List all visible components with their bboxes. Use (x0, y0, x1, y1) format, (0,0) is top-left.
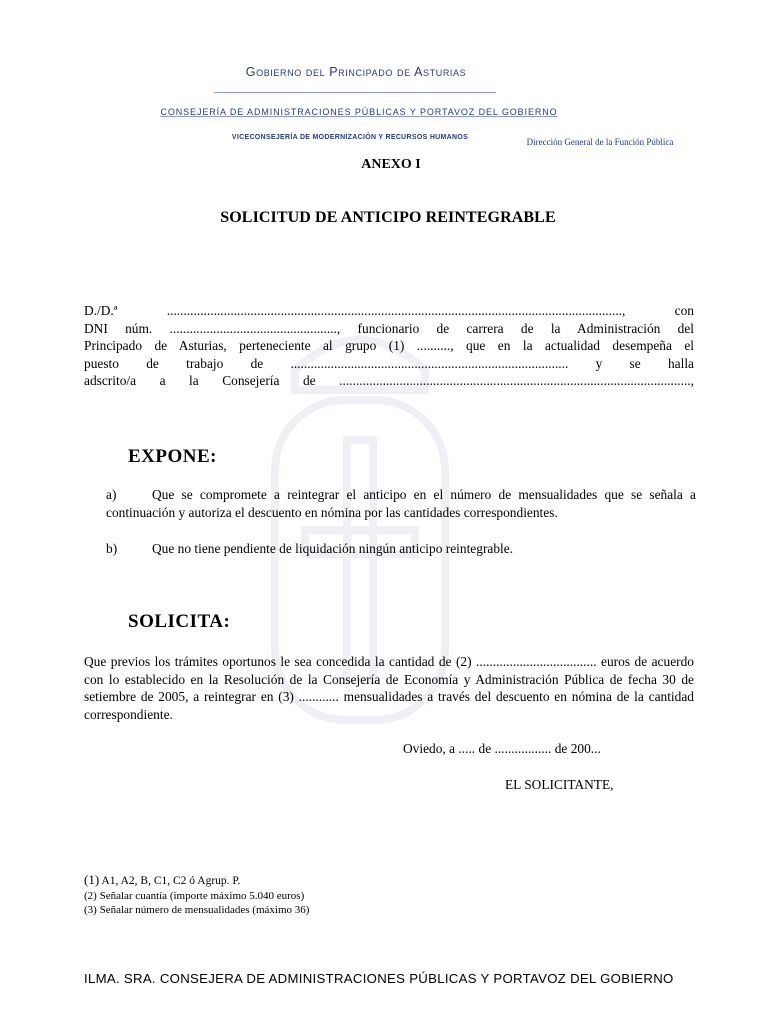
document-title: SOLICITUD DE ANTICIPO REINTEGRABLE (220, 209, 556, 226)
expone-heading: EXPONE: (128, 446, 217, 467)
solicita-heading: SOLICITA: (128, 611, 231, 632)
item-text: Que se compromete a reintegrar el anticipo en el número de mensualidades que se señala a continuación y autoriza el descuento en nómina por las cantidades correspondientes. (106, 487, 696, 520)
viceconsejeria-name: VICECONSEJERÍA DE MODERNIZACIÓN Y RECURSOS HUMANOS (231, 134, 469, 141)
item-label: b) (106, 541, 118, 556)
footnote-2: (2) Señalar cuantía (importe máximo 5.040 euros) (84, 890, 305, 902)
footnote-text: A1, A2, B, C1, C2 ó Agrup. P. (101, 875, 241, 887)
footnote-3: (3) Señalar número de mensualidades (máximo 36) (84, 904, 310, 916)
addressee: ILMA. SRA. CONSEJERA DE ADMINISTRACIONES PÚBLICAS Y PORTAVOZ DEL GOBIERNO (84, 971, 674, 986)
intro-line: D./D.ª ........................................................................................................................................, con (84, 303, 694, 318)
consejeria-name: CONSEJERÍA DE ADMINISTRACIONES PÚBLICAS Y PORTAVOZ DEL GOBIERNO (160, 107, 558, 117)
government-title: Gobierno del Principado de Asturias (245, 65, 467, 79)
intro-line: Principado de Asturias, perteneciente al grupo (1) .........., que en la actualidad desempeña el (84, 338, 694, 353)
expone-item-b (106, 540, 696, 558)
footnote-mark: (1) (84, 872, 100, 887)
header-divider (214, 92, 496, 93)
item-text: Que no tiene pendiente de liquidación ningún anticipo reintegrable. (152, 541, 514, 556)
intro-line: puesto de trabajo de ................................................................................... y se halla (84, 355, 694, 371)
intro-line: adscrito/a a la Consejería de ........................................................................................................., (84, 373, 694, 388)
direccion-general: Dirección General de la Función Pública (526, 137, 674, 147)
annex-label: ANEXO I (361, 157, 421, 172)
applicant-details (84, 302, 694, 390)
item-label: a) (106, 487, 117, 502)
footnotes (84, 872, 309, 917)
solicita-text: Que previos los trámites oportunos le sea concedida la cantidad de (2) .................................... euros de acuerdo con lo establecido en la Resolución de la Consejería de Economía y Administración Pública de fecha 30 de setiembre de 2005, a reintegrar en (3) ............ mensualidades a través del descuento en nómina de la cantidad correspondiente. (84, 654, 694, 722)
intro-line: DNI núm. .................................................., funcionario de carrera de la Administración del (84, 320, 694, 336)
expone-item-a (106, 486, 696, 521)
date-line: Oviedo, a ..... de ................. de 200... (403, 741, 601, 756)
signature-label: EL SOLICITANTE, (505, 777, 614, 792)
footnote-1 (84, 872, 309, 889)
